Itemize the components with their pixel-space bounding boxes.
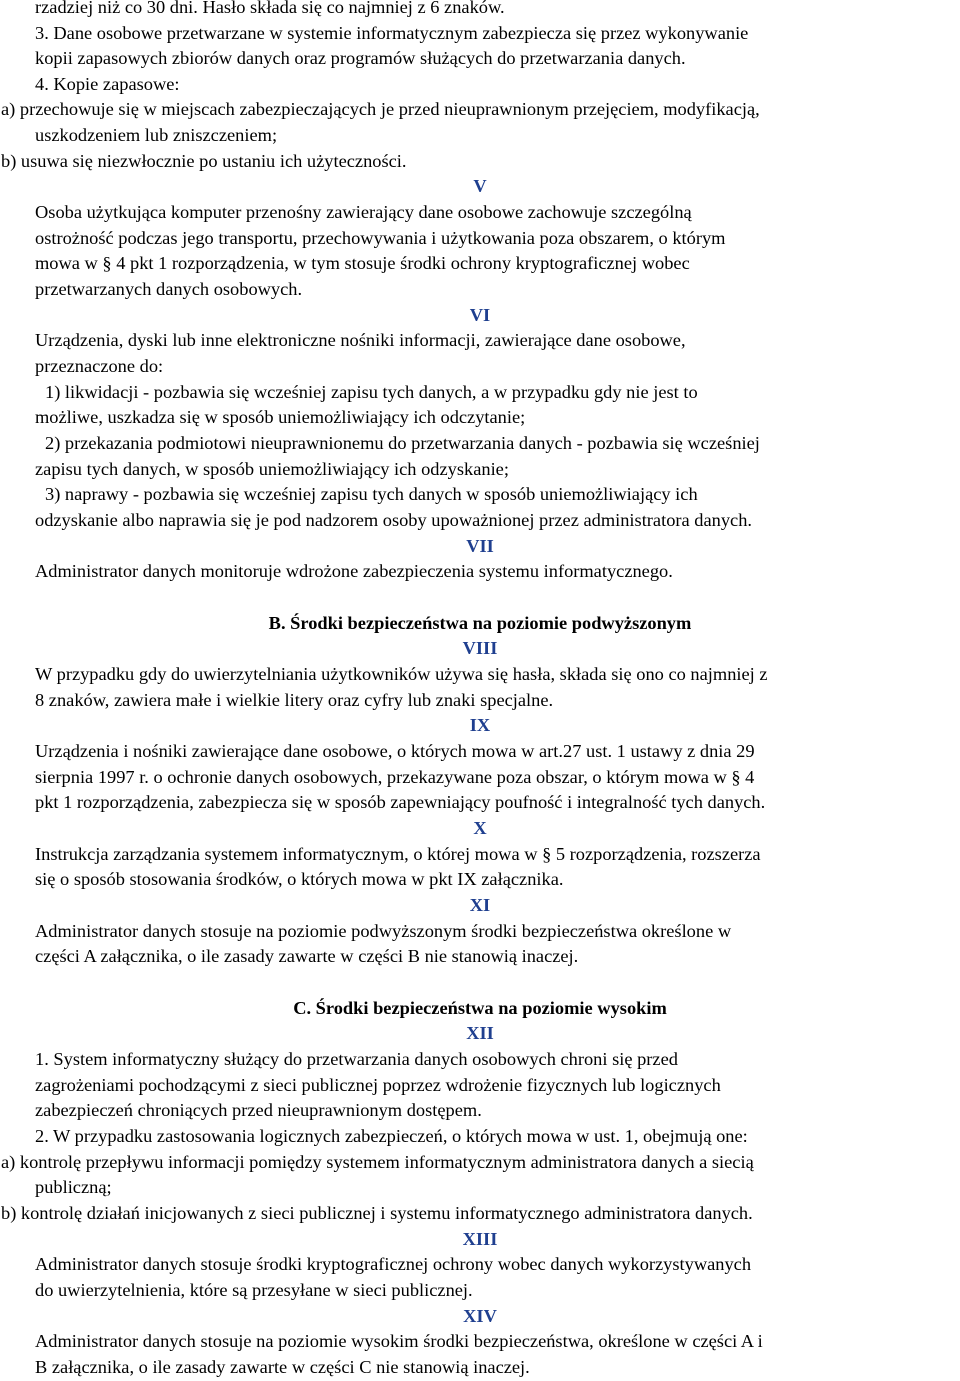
section-heading: VIII: [462, 638, 498, 658]
text-line: możliwe, uszkadza się w sposób uniemożliwiający ich odczytanie;: [35, 407, 526, 427]
text-line: zapisu tych danych, w sposób uniemożliwiający ich odzyskanie;: [35, 459, 509, 479]
text-line: Administrator danych stosuje środki kryptograficznej ochrony wobec danych wykorzystywanych: [35, 1254, 752, 1274]
text-line: przeznaczone do:: [35, 356, 164, 376]
section-heading: VI: [469, 305, 491, 325]
text-line: do uwierzytelnienia, które są przesyłane w sieci publicznej.: [35, 1280, 473, 1300]
text-line: uszkodzeniem lub zniszczeniem;: [35, 125, 278, 145]
text-line: zagrożeniami pochodzącymi z sieci publicznej poprzez wdrożenie fizycznych lub logicznych: [35, 1075, 721, 1095]
section-heading: IX: [469, 715, 491, 735]
text-line: publiczną;: [35, 1177, 112, 1197]
list-item: b) usuwa się niezwłocznie po ustaniu ich użyteczności.: [1, 151, 407, 171]
section-heading: XII: [466, 1023, 494, 1043]
list-item: 2) przekazania podmiotowi nieuprawnionemu do przetwarzania danych - pozbawia się wcześniej: [45, 433, 760, 453]
section-heading: VII: [466, 536, 494, 556]
text-line: Instrukcja zarządzania systemem informatycznym, o której mowa w § 5 rozporządzenia, rozszerza: [35, 844, 761, 864]
text-line: B załącznika, o ile zasady zawarte w części C nie stanowią inaczej.: [35, 1357, 530, 1377]
text-line: kopii zapasowych zbiorów danych oraz programów służących do przetwarzania danych.: [35, 48, 686, 68]
part-heading: B. Środki bezpieczeństwa na poziomie podwyższonym: [268, 613, 692, 633]
text-line: 4. Kopie zapasowe:: [35, 74, 180, 94]
section-heading: XIV: [463, 1306, 497, 1326]
text-line: odzyskanie albo naprawia się je pod nadzorem osoby upoważnionej przez administratora danych.: [35, 510, 752, 530]
text-line: rzadziej niż co 30 dni. Hasło składa się co najmniej z 6 znaków.: [35, 0, 505, 17]
text-line: sierpnia 1997 r. o ochronie danych osobowych, przekazywane poza obszar, o którym mowa w § 4: [35, 767, 755, 787]
text-line: Urządzenia, dyski lub inne elektroniczne nośniki informacji, zawierające dane osobowe,: [35, 330, 686, 350]
text-line: W przypadku gdy do uwierzytelniania użytkowników używa się hasła, składa się ono co najmniej z: [35, 664, 768, 684]
section-heading: V: [473, 176, 487, 196]
list-item: 1) likwidacji - pozbawia się wcześniej zapisu tych danych, a w przypadku gdy nie jest to: [45, 382, 698, 402]
text-line: Urządzenia i nośniki zawierające dane osobowe, o których mowa w art.27 ust. 1 ustawy z dnia 29: [35, 741, 755, 761]
text-line: ostrożność podczas jego transportu, przechowywania i użytkowania poza obszarem, o którym: [35, 228, 726, 248]
text-line: 3. Dane osobowe przetwarzane w systemie informatycznym zabezpiecza się przez wykonywanie: [35, 23, 749, 43]
text-line: Osoba użytkująca komputer przenośny zawierający dane osobowe zachowuje szczególną: [35, 202, 692, 222]
section-heading: XI: [469, 895, 491, 915]
text-line: Administrator danych stosuje na poziomie wysokim środki bezpieczeństwa, określone w części A i: [35, 1331, 763, 1351]
text-line: Administrator danych stosuje na poziomie podwyższonym środki bezpieczeństwa określone w: [35, 921, 732, 941]
text-line: mowa w § 4 pkt 1 rozporządzenia, w tym stosuje środki ochrony kryptograficznej wobec: [35, 253, 690, 273]
list-item: b) kontrolę działań inicjowanych z sieci publicznej i systemu informatycznego administratora danych.: [1, 1203, 753, 1223]
text-line: 1. System informatyczny służący do przetwarzania danych osobowych chroni się przed: [35, 1049, 678, 1069]
list-item: 3) naprawy - pozbawia się wcześniej zapisu tych danych w sposób uniemożliwiający ich: [45, 484, 698, 504]
text-line: przetwarzanych danych osobowych.: [35, 279, 303, 299]
text-line: Administrator danych monitoruje wdrożone zabezpieczenia systemu informatycznego.: [35, 561, 673, 581]
text-line: części A załącznika, o ile zasady zawarte w części B nie stanowią inaczej.: [35, 946, 579, 966]
text-line: 2. W przypadku zastosowania logicznych zabezpieczeń, o których mowa w ust. 1, obejmują one:: [35, 1126, 748, 1146]
section-heading: X: [473, 818, 487, 838]
section-heading: XIII: [462, 1229, 498, 1249]
text-line: zabezpieczeń chroniących przed nieuprawnionym dostępem.: [35, 1100, 482, 1120]
text-line: się o sposób stosowania środków, o których mowa w pkt IX załącznika.: [35, 869, 564, 889]
list-item: a) przechowuje się w miejscach zabezpieczających je przed nieuprawnionym przejęciem, modyfikacją,: [1, 99, 760, 119]
text-line: 8 znaków, zawiera małe i wielkie litery oraz cyfry lub znaki specjalne.: [35, 690, 554, 710]
text-line: pkt 1 rozporządzenia, zabezpiecza się w sposób zapewniający poufność i integralność tych danych.: [35, 792, 766, 812]
list-item: a) kontrolę przepływu informacji pomiędzy systemem informatycznym administratora danych a siecią: [1, 1152, 754, 1172]
part-heading: C. Środki bezpieczeństwa na poziomie wysokim: [293, 998, 667, 1018]
